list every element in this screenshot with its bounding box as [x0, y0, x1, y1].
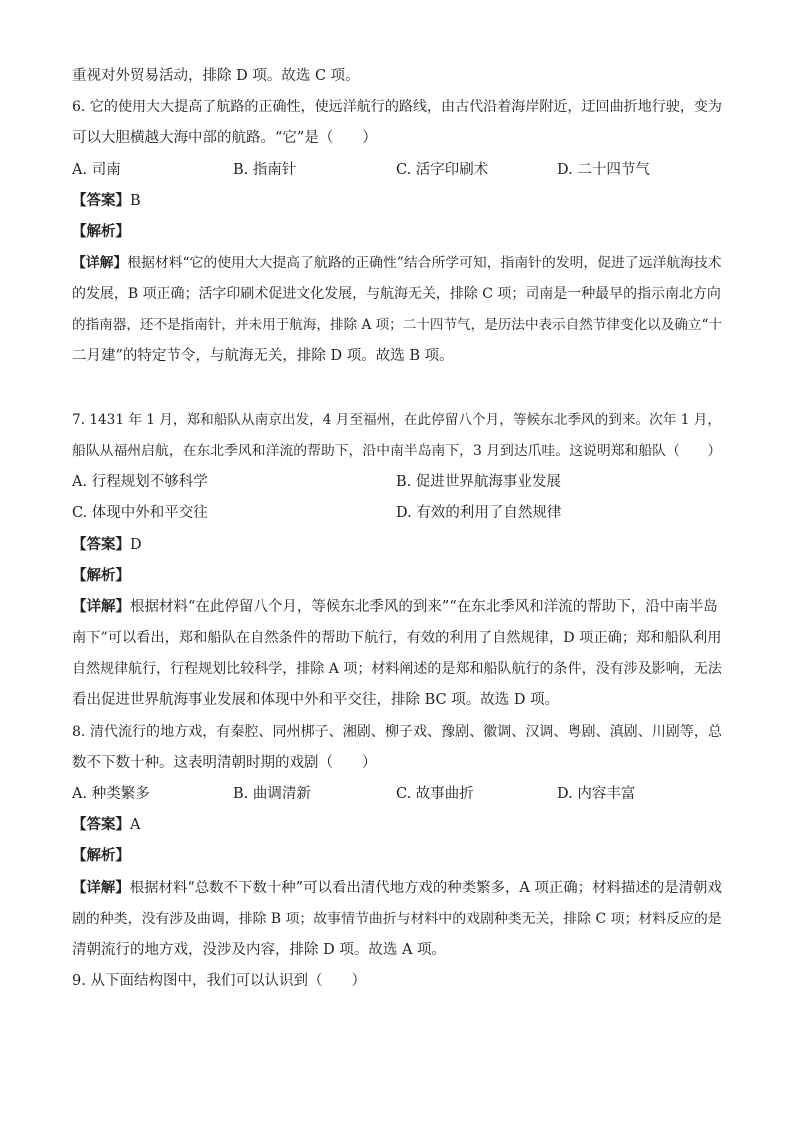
analysis-tag: 【解析】 — [72, 847, 130, 864]
answer-tag: 【答案】 — [72, 192, 130, 209]
answer-value: B — [130, 193, 141, 209]
q9-stem-line-1: 9. 从下面结构图中，我们可以认识到（ ） — [72, 973, 366, 989]
q6-option-c: C. 活字印刷术 — [396, 162, 489, 178]
answer-value: A — [130, 817, 141, 833]
q6-detail-line-2: 的发展，B 项正确；活字印刷术促进文化发展，与航海无关，排除 C 项；司南是一种最早的指示南北方向 — [72, 286, 721, 302]
q7-option-b: B. 促进世界航海事业发展 — [396, 474, 561, 490]
q7-detail-line-1 — [72, 597, 722, 617]
q6-answer — [72, 191, 722, 211]
intro-line: 重视对外贸易活动，排除 D 项。故选 C 项。 — [72, 68, 360, 84]
detail-text: 根据材料“在此停留八个月，等候东北季风的到来”“在东北季风和洋流的帮助下，沿中南半岛 — [130, 599, 718, 615]
q7-answer — [72, 535, 722, 555]
q7-option-d: D. 有效的利用了自然规律 — [396, 505, 562, 521]
q8-option-b: B. 曲调清新 — [233, 786, 311, 802]
q8-option-c: C. 故事曲折 — [396, 786, 474, 802]
analysis-tag: 【解析】 — [72, 223, 130, 240]
q6-option-a: A. 司南 — [72, 162, 121, 178]
q7-stem-line-2: 船队从福州启航，在东北季风和洋流的帮助下，沿中南半岛南下，3 月到达爪哇。这说明郑和船队（ ） — [72, 443, 722, 459]
q7-stem-line-1: 7. 1431 年 1 月，郑和船队从南京出发，4 月至福州，在此停留八个月，等候东北季风的到来。次年 1 月， — [72, 412, 721, 428]
detail-tag: 【详解】 — [72, 255, 128, 271]
q6-detail-line-4: 二月建”的特定节令，与航海无关，排除 D 项。故选 B 项。 — [72, 348, 454, 364]
q6-stem-line-2: 可以大胆横越大海中部的航路。“它”是（ ） — [72, 130, 377, 146]
q7-option-c: C. 体现中外和平交往 — [72, 505, 208, 521]
q8-stem-line-1: 8. 清代流行的地方戏，有秦腔、同州梆子、湘剧、柳子戏、豫剧、徽调、汉调、粤剧、滇剧、川剧等，总 — [72, 724, 722, 740]
q7-detail-line-2: 南下”可以看出，郑和船队在自然条件的帮助下航行，有效的利用了自然规律，D 项正确；郑和船队利用 — [72, 630, 722, 646]
q6-detail-line-3: 的指南器，还不是指南针，并未用于航海，排除 A 项；二十四节气，是历法中表示自然节律变化以及确立“十 — [72, 317, 722, 333]
answer-value: D — [130, 537, 142, 553]
q6-analysis-tag — [72, 222, 722, 242]
detail-tag: 【详解】 — [72, 598, 130, 615]
q6-option-d: D. 二十四节气 — [557, 162, 650, 178]
q7-analysis-tag — [72, 566, 722, 586]
q8-stem-line-2: 数不下数十种。这表明清朝时期的戏剧（ ） — [72, 755, 377, 771]
q8-answer — [72, 815, 722, 835]
q8-detail-line-3: 清朝流行的地方戏，没涉及内容，排除 D 项。故选 A 项。 — [72, 942, 447, 958]
detail-tag: 【详解】 — [72, 879, 130, 896]
q8-detail-line-1 — [72, 878, 722, 898]
answer-tag: 【答案】 — [72, 536, 130, 553]
q7-option-a: A. 行程规划不够科学 — [72, 474, 208, 490]
q8-option-a: A. 种类繁多 — [72, 786, 150, 802]
q6-option-b: B. 指南针 — [233, 162, 297, 178]
q6-detail-line-1 — [72, 253, 722, 273]
detail-text: 根据材料“它的使用大大提高了航路的正确性”结合所学可知，指南针的发明，促进了远洋航海技术 — [127, 255, 722, 271]
analysis-tag: 【解析】 — [72, 567, 130, 584]
q7-detail-line-3: 自然规律航行，行程规划比较科学，排除 A 项；材料阐述的是郑和船队航行的条件，没有涉及影响，无法 — [72, 661, 722, 677]
q7-detail-line-4: 看出促进世界航海事业发展和体现中外和平交往，排除 BC 项。故选 D 项。 — [72, 692, 560, 708]
answer-tag: 【答案】 — [72, 816, 130, 833]
q8-analysis-tag — [72, 846, 722, 866]
detail-text: 根据材料“总数不下数十种”可以看出清代地方戏的种类繁多，A 项正确；材料描述的是清朝戏 — [129, 880, 722, 896]
q8-detail-line-2: 剧的种类，没有涉及曲调，排除 B 项；故事情节曲折与材料中的戏剧种类无关，排除 C 项；材料反应的是 — [72, 911, 722, 927]
q6-stem-line-1: 6. 它的使用大大提高了航路的正确性，使远洋航行的路线，由古代沿着海岸附近，迂回曲折地行驶，变为 — [72, 99, 722, 115]
q8-option-d: D. 内容丰富 — [557, 786, 636, 802]
